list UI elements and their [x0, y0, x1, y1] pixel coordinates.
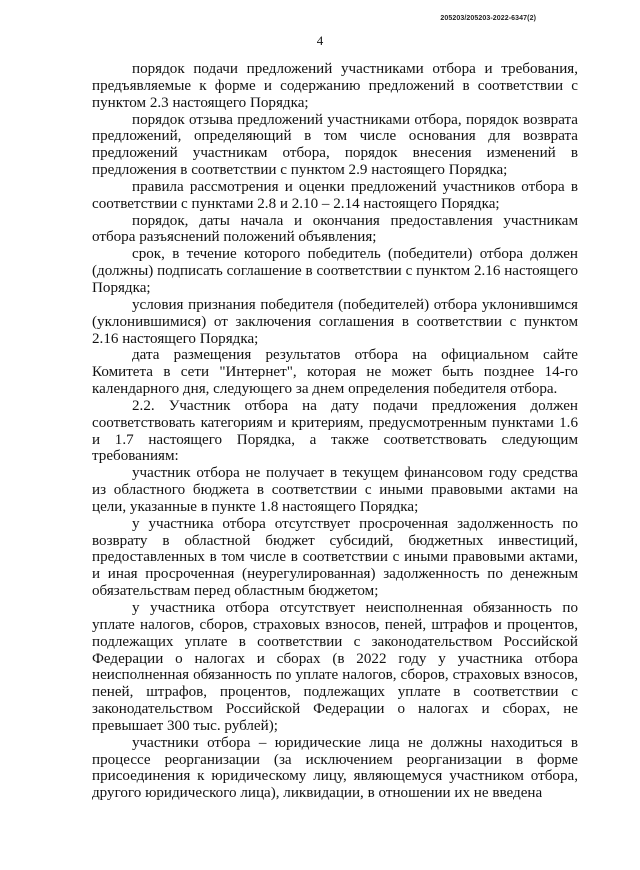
paragraph-evaluation-rules: правила рассмотрения и оценки предложений участников отбора в соответствии с пунктами 2.8 и 2.10 – 2.14 настоящего Порядка;	[92, 178, 578, 212]
paragraph-no-tax-arrears: у участника отбора отсутствует неисполненная обязанность по уплате налогов, сборов, страховых взносов, пеней, штрафов и процентов, подлежащих уплате в соответствии с законодательством Российской Федерации о налогах и сборах (в 2022 году у участника отбора неисполненная обязанность по уплате налогов, сборов, страховых взносов, пеней, штрафов, процентов, подлежащих уплате в соответствии с законодательством Российской Федерации о налогах и сборах, не превышает 300 тыс. рублей);	[92, 600, 578, 734]
paragraph-withdrawal-procedure: порядок отзыва предложений участниками отбора, порядок возврата предложений, определяющий в том числе основания для возврата предложений участникам отбора, порядок внесения изменений в предложения в соответствии с пунктом 2.9 настоящего Порядка;	[92, 111, 578, 179]
paragraph-no-overdue-debt: у участника отбора отсутствует просроченная задолженность по возврату в областной бюджет субсидий, бюджетных инвестиций, предоставленных в том числе в соответствии с иными правовыми актами, и иная просроченная (неурегулированная) задолженность по денежным обязательствам перед областным бюджетом;	[92, 515, 578, 600]
document-registration-number: 205203/205203-2022-6347(2)	[440, 15, 536, 22]
paragraph-signing-deadline: срок, в течение которого победитель (победители) отбора должен (должны) подписать соглашение в соответствии с пунктом 2.16 настоящего Порядка;	[92, 246, 578, 296]
document-body	[92, 61, 578, 802]
paragraph-section-2-2: 2.2. Участник отбора на дату подачи предложения должен соответствовать категориям и критериям, предусмотренным пунктами 1.6 и 1.7 настоящего Порядка, а также соответствовать следующим требованиям:	[92, 397, 578, 465]
page-number: 4	[316, 33, 324, 48]
paragraph-results-publication: дата размещения результатов отбора на официальном сайте Комитета в сети "Интернет", которая не может быть позднее 14-го календарного дня, следующего за днем определения победителя отбора.	[92, 347, 578, 398]
paragraph-no-reorganization: участники отбора – юридические лица не должны находиться в процессе реорганизации (за исключением реорганизации в форме присоединения к юридическому лицу, являющемуся участником отбора, другого юридического лица), ликвидации, в отношении их не введена	[92, 734, 578, 802]
paragraph-clarification-dates: порядок, даты начала и окончания предоставления участникам отбора разъяснений положений объявления;	[92, 212, 578, 246]
paragraph-evasion-conditions: условия признания победителя (победителей) отбора уклонившимся (уклонившимися) от заключения соглашения в соответствии с пунктом 2.16 настоящего Порядка;	[92, 296, 578, 347]
paragraph-no-other-funding: участник отбора не получает в текущем финансовом году средства из областного бюджета в соответствии с иными правовыми актами на цели, указанные в пункте 1.8 настоящего Порядка;	[92, 465, 578, 515]
paragraph-submission-procedure: порядок подачи предложений участниками отбора и требования, предъявляемые к форме и содержанию предложений в соответствии с пунктом 2.3 настоящего Порядка;	[92, 61, 578, 111]
